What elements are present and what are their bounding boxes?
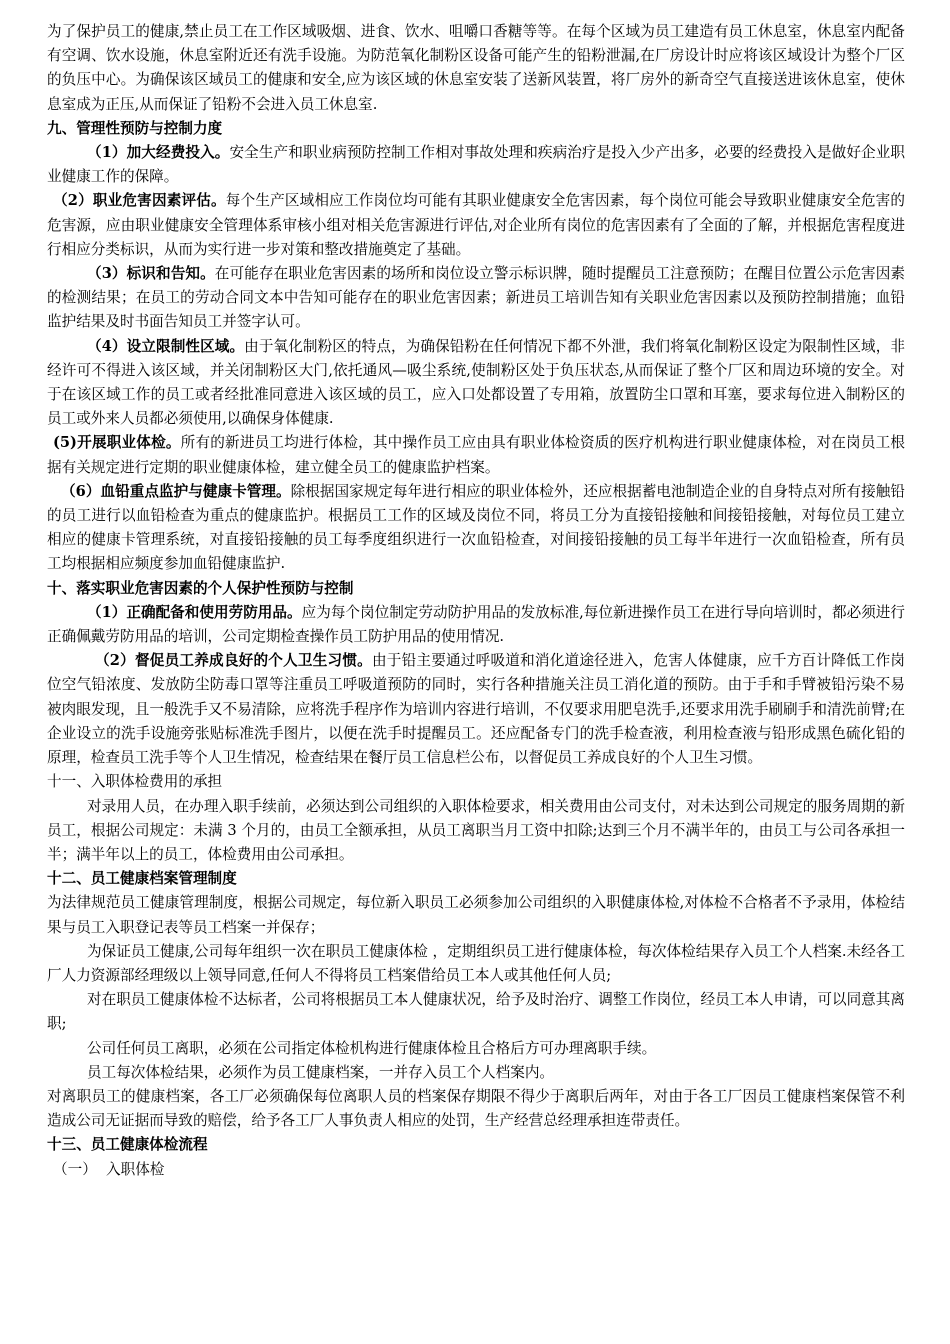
paragraph-12-4: 公司任何员工离职，必须在公司指定体检机构进行健康体检且合格后方可办理离职手续。 [87, 1039, 657, 1057]
text-9-2: 每个生产区域相应工作岗位均可能有其职业健康安全危害因素，每个岗位可能会导致职业健康安全危害的危害源，应由职业健康安全管理体系审核小组对相关危害源进行评估,对企业所有岗位的危害因素有了全面的了解，并根据危害程度进行相应分类标识，从而为实行进一步对策和整改措施奠定了基础。 [47, 192, 905, 258]
paragraph-12-6: 对离职员工的健康档案，各工厂必须确保每位离职人员的档案保存期限不得少于离职后两年，对由于各工厂因员工健康档案保管不利造成公司无证据而导致的赔偿，给予各工厂人事负责人相应的处罚，生产经营总经理承担连带责任。 [47, 1087, 905, 1130]
paragraph-12-3: 对在职员工健康体检不达标者，公司将根据员工本人健康状况，给予及时治疗、调整工作岗位，经员工本人申请，可以同意其离职; [47, 991, 905, 1033]
paragraph-9-2 [47, 189, 905, 262]
lead-10-2: （2）督促员工养成良好的个人卫生习惯。 [95, 652, 372, 670]
lead-9-6: （6）血铅重点监护与健康卡管理。 [61, 482, 291, 500]
section-heading-9: 九、管理性预防与控制力度 [47, 119, 223, 137]
text-10-2: 由于铅主要通过呼吸道和消化道途径进入，危害人体健康，应千方百计降低工作岗位空气铅浓度、发放防尘防毒口罩等注重员工呼吸道预防的同时，实行各种措施关注员工消化道的预防。由于手和手臂被铅污染不易被肉眼发现，且一般洗手又不易清除，应将洗手程序作为培训内容进行培训，不仅要求用肥皂洗手,还要求用洗手刷刷手和清洗前臂;在企业设立的洗手设施旁张贴标准洗手图片，以便在洗手时提醒员工。还应配备专门的洗手检查液，利用检查液与铅形成黑色硫化铅的原理，检查员工洗手等个人卫生情况，检查结果在餐厅员工信息栏公布，以督促员工养成良好的个人卫生习惯。 [47, 652, 905, 767]
lead-9-5: (5)开展职业体检。 [53, 434, 181, 452]
section-heading-10: 十、落实职业危害因素的个人保护性预防与控制 [47, 579, 354, 597]
paragraph-11-1: 对录用人员，在办理入职手续前，必须达到公司组织的入职体检要求，相关费用由公司支付，对未达到公司规定的服务周期的新员工，根据公司规定：未满 3 个月的，由员工全额承担，从员工离职当月工资中扣除;达到三个月不满半年的，由员工与公司各承担一半；满半年以上的员工，体检费用由公司承担。 [47, 797, 905, 863]
section-heading-12: 十二、员工健康档案管理制度 [47, 870, 237, 888]
lead-10-1: （1）正确配备和使用劳防用品。 [87, 603, 302, 621]
paragraph-9-3 [47, 262, 905, 335]
paragraph-12-2: 为保证员工健康,公司每年组织一次在职员工健康体检 ，定期组织员工进行健康体检，每次体检结果存入员工个人档案.未经各工厂人力资源部经理级以上领导同意,任何人不得将员工档案借给员工本人或其他任何人员; [47, 942, 905, 984]
text-9-5: 所有的新进员工均进行体检，其中操作员工应由具有职业体检资质的医疗机构进行职业健康体检，对在岗员工根据有关规定进行定期的职业健康体检，建立健全员工的健康监护档案。 [47, 434, 905, 476]
paragraph-12-5: 员工每次体检结果，必须作为员工健康档案，一并存入员工个人档案内。 [87, 1063, 555, 1081]
text-9-4: 由于氧化制粉区的特点，为确保铅粉在任何情况下都不外泄，我们将氧化制粉区设定为限制性区域，非经许可不得进入该区域，并关闭制粉区大门,依托通风—吸尘系统,使制粉区处于负压状态,从而保证了整个厂区和周边环境的安全。对于在该区域工作的员工或者经批准同意进入该区域的员工，应入口处都设置了专用箱，放置防尘口罩和耳塞，要求每位进入制粉区的员工或外来人员都必须使用,以确保身体健康. [47, 337, 906, 428]
section-heading-11: 十一、入职体检费用的承担 [47, 773, 223, 791]
subsection-13-1: （一） 入职体检 [53, 1160, 165, 1178]
text-9-3: 在可能存在职业危害因素的场所和岗位设立警示标识牌，随时提醒员工注意预防；在醒目位置公示危害因素的检测结果；在员工的劳动合同文本中告知可能存在的职业危害因素；新进员工培训告知有关职业危害因素以及预防控制措施；血铅监护结果及时书面告知员工并签字认可。 [47, 265, 906, 331]
paragraph-9-5 [47, 431, 905, 479]
lead-9-1: （1）加大经费投入。 [87, 144, 230, 162]
lead-9-3: （3）标识和告知。 [87, 265, 215, 283]
paragraph-10-2 [47, 649, 905, 770]
paragraph-10-1 [47, 601, 905, 649]
paragraph-12-1: 为法律规范员工健康管理制度，根据公司规定，每位新入职员工必须参加公司组织的入职健康体检,对体检不合格者不予录用，体检结果与员工入职登记表等员工档案一并保存； [47, 894, 905, 936]
lead-9-4: （4）设立限制性区域。 [87, 337, 245, 355]
paragraph-9-1 [47, 141, 905, 189]
text-9-1: 安全生产和职业病预防控制工作相对事故处理和疾病治疗是投入少产出多，必要的经费投入是做好企业职业健康工作的保障。 [47, 144, 906, 186]
paragraph-9-4 [47, 335, 905, 432]
paragraph-9-6 [47, 480, 905, 577]
lead-9-2: （2）职业危害因素评估。 [53, 192, 226, 210]
text-10-1: 应为每个岗位制定劳动防护用品的发放标准,每位新进操作员工在进行导向培训时，都必须进行正确佩戴劳防用品的培训，公司定期检查操作员工防护用品的使用情况. [47, 603, 906, 646]
text-9-6: 除根据国家规定每年进行相应的职业体检外，还应根据蓄电池制造企业的自身特点对所有接触铅的员工进行以血铅检查为重点的健康监护。根据员工工作的区域及岗位不同，将员工分为直接铅接触和间接铅接触，对每位员工建立相应的健康卡管理系统，对直接铅接触的员工每季度组织进行一次血铅检查，对间接铅接触的员工每半年进行一次血铅检查，所有员工均根据相应频度参加血铅健康监护. [47, 482, 905, 573]
paragraph-intro: 为了保护员工的健康,禁止员工在工作区域吸烟、进食、饮水、咀嚼口香糖等等。在每个区域为员工建造有员工休息室，休息室内配备有空调、饮水设施，休息室附近还有洗手设施。为防范氧化制粉区设备可能产生的铅粉泄漏,在厂房设计时应将该区域设计为整个厂区的负压中心。为确保该区域员工的健康和安全,应为该区域的休息室安装了送新风装置，将厂房外的新奇空气直接送进该休息室，使休息室成为正压,从而保证了铅粉不会进入员工休息室. [47, 23, 905, 113]
section-heading-13: 十三、员工健康体检流程 [47, 1136, 208, 1154]
